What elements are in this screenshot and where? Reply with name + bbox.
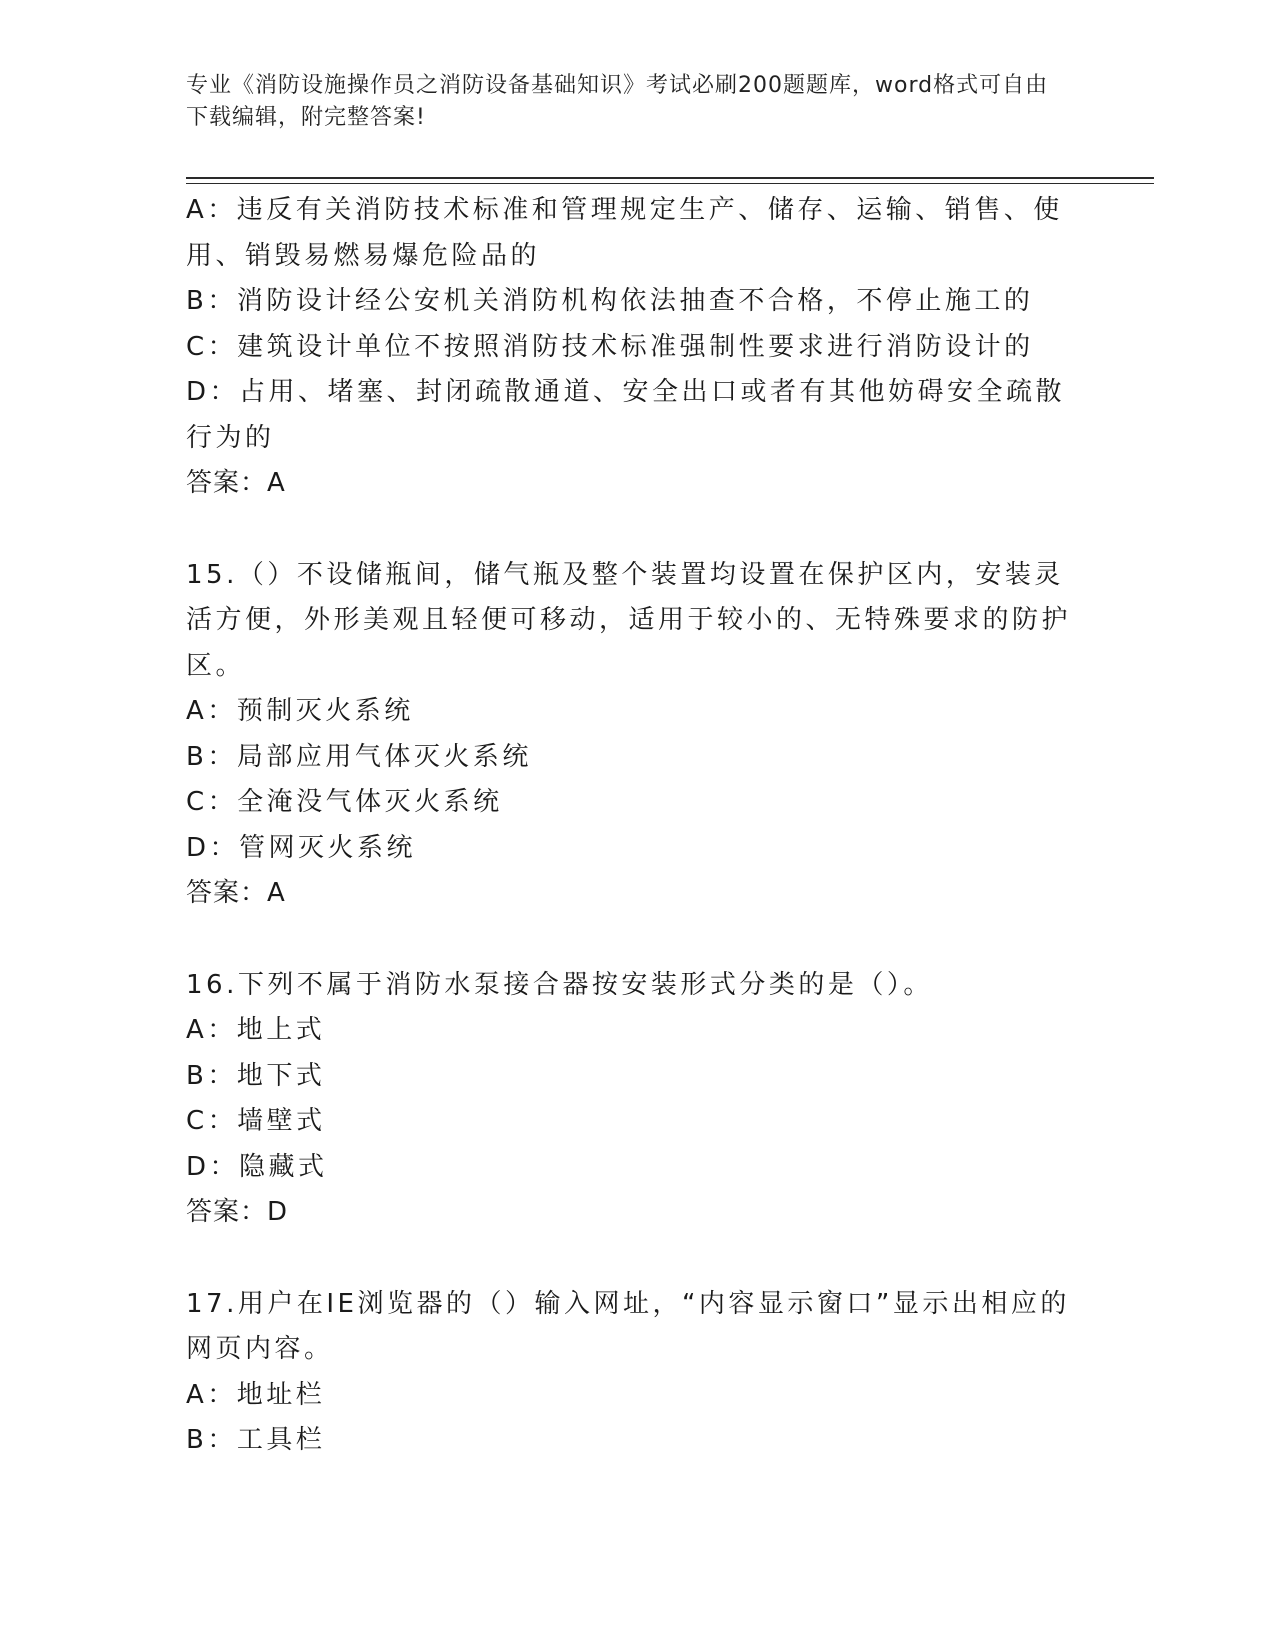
option-b: B：消防设计经公安机关消防机构依法抽查不合格，不停止施工的 [186, 286, 1034, 316]
answer: 答案：A [186, 468, 286, 498]
question-text: 17.用户在IE浏览器的（）输入网址，“内容显示窗口”显示出相应的网页内容。 [186, 1288, 1070, 1364]
option-c: C：建筑设计单位不按照消防技术标准强制性要求进行消防设计的 [186, 331, 1034, 362]
question-16-block [186, 963, 1076, 1236]
option-b: B：地下式 [186, 1060, 326, 1091]
spacer [186, 1236, 1076, 1282]
header-divider-thick [186, 177, 1154, 179]
option-b: B：局部应用气体灭火系统 [186, 741, 532, 772]
option-d: D：占用、堵塞、封闭疏散通道、安全出口或者有其他妨碍安全疏散行为的 [186, 377, 1066, 453]
option-a: A：违反有关消防技术标准和管理规定生产、储存、运输、销售、使用、销毁易燃易爆危险品的 [186, 195, 1063, 271]
option-c: C：全淹没气体灭火系统 [186, 787, 503, 817]
question-text: 16.下列不属于消防水泵接合器按安装形式分类的是（）。 [186, 969, 933, 1000]
answer: 答案：A [186, 878, 286, 908]
answer: 答案：D [186, 1197, 289, 1227]
option-c: C：墙壁式 [186, 1106, 326, 1136]
spacer [186, 507, 1076, 553]
question-text: 15.（）不设储瓶间，储气瓶及整个装置均设置在保护区内，安装灵活方便，外形美观且轻便可移动，适用于较小的、无特殊要求的防护区。 [186, 559, 1072, 681]
option-a: A：地址栏 [186, 1379, 326, 1410]
option-a: A：地上式 [186, 1015, 326, 1045]
spacer [186, 917, 1076, 963]
question-14-block [186, 188, 1076, 507]
option-b: B：工具栏 [186, 1425, 326, 1455]
option-d: D：管网灭火系统 [186, 832, 417, 863]
option-a: A：预制灭火系统 [186, 696, 414, 726]
header-title: 专业《消防设施操作员之消防设备基础知识》考试必刷200题题库，word格式可自由下载编辑，附完整答案! [186, 73, 1049, 130]
question-15-block [186, 553, 1076, 917]
option-d: D：隐藏式 [186, 1151, 328, 1182]
question-17-block [186, 1282, 1076, 1464]
document-header [186, 70, 1066, 134]
header-divider-thin [186, 183, 1154, 184]
document-body [186, 188, 1076, 1464]
